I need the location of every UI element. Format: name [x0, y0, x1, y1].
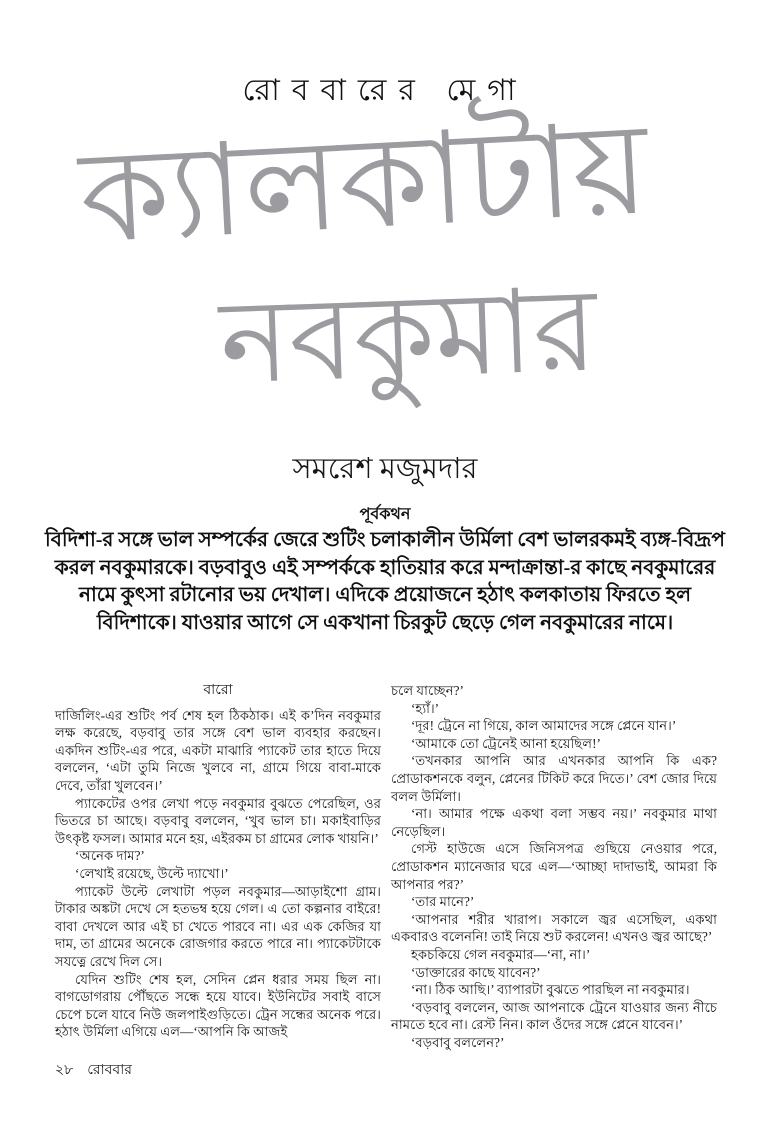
body-paragraph: চলে যাচ্ছেন?’ [391, 683, 464, 698]
body-paragraph: ‘বড়বাবু বললেন?’ [411, 1034, 505, 1050]
prologue-paragraph: বিদিশা-র সঙ্গে ভাল সম্পর্কের জেরে শুটিং চলাকালীন উর্মিলা বেশ ভালরকমই ব্যঙ্গ-বিদ্রূপ করল নবকুমারকে। বড়বাবুও এই সম্পর্ককে হাতিয়ার করে মন্দাক্রান্তা-র কাছে নবকুমারের নামে কুৎসা রটানোর ভয় দেখাল। এদিকে প্রয়োজনে হঠাৎ কলকাতায় ফিরতে হল বিদিশাকে। যাওয়ার আগে সে একখানা চিরকুট ছেড়ে গেল নবকুমারের নামে। [45, 529, 725, 634]
body-paragraph: প্যাকেটের ওপর লেখা পড়ে নবকুমার বুঝতে পেরেছিল, ওর ভিতরে চা আছে। বড়বাবু বললেন, ‘খুব ভাল চা। মকাইবাড়ির উৎকৃষ্ট ফসল। আমার মনে হয়, এইরকম চা গ্রামের লোক খায়নি।’ [55, 795, 381, 846]
body-paragraph: ‘না। ঠিক আছি।’ ব্যাপারটা বুঝতে পারছিল না নবকুমার। [411, 982, 690, 998]
prologue-heading: পূর্বকথন [359, 506, 411, 523]
body-paragraph: গেস্ট হাউজে এসে জিনিসপত্র গুছিয়ে নেওয়ার পরে, প্রোডাকশন ম্যানেজার ঘরে এল—‘আচ্ছা দাদাভাই, আমরা কি আপনার পর?’ [391, 841, 717, 892]
body-paragraph: ‘দূর! ট্রেনে না গিয়ে, কাল আমাদের সঙ্গে প্লেনে যান।’ [411, 718, 677, 734]
chapter-heading: বারো [203, 683, 233, 698]
body-paragraph: প্যাকেট উল্টে লেখাটা পড়ল নবকুমার—আড়াইশো গ্রাম। টাকার অঙ্কটা দেখে সে হতভম্ব হয়ে গেল। এ তো কল্পনার বাইরে! বাবা দেখলে আর এই চা খেতে পারবে না। এর এক কেজির যা দাম, তা গ্রামের অনেকে রোজগার করতে পারে না। প্যাকেটটাকে সযত্নে রেখে দিল সে। [55, 883, 381, 969]
right-column-paragraphs [391, 682, 717, 1051]
story-title-line-2: নবকুমার [217, 267, 599, 409]
story-body [55, 682, 717, 1051]
left-column-paragraphs [55, 707, 381, 1041]
body-paragraph: ‘ডাক্তারের কাছে যাবেন?’ [411, 964, 541, 980]
page-number: ২৮ [55, 1063, 74, 1078]
story-title-calligraphy [55, 98, 715, 447]
body-paragraph: হকচকিয়ে গেল নবকুমার—‘না, না।’ [411, 946, 591, 962]
body-paragraph: ‘আপনার শরীর খারাপ। সকালে জ্বর এসেছিল, একথা একবারও বলেননি! তাই নিয়ে শুট করলেন! এখনও জ্বর আছে?’ [391, 911, 717, 945]
body-paragraph: ‘হ্যাঁ।’ [411, 700, 440, 716]
magazine-name: রোববার [87, 1063, 132, 1078]
body-column-right [391, 682, 717, 1051]
body-column-left [55, 682, 381, 1051]
page-footer [55, 1058, 132, 1082]
body-paragraph: ‘লেখাই রয়েছে, উল্টে দ্যাখো।’ [75, 865, 229, 881]
body-paragraph: দার্জিলিং-এর শুটিং পর্ব শেষ হল ঠিকঠাক। এই ক’দিন নবকুমার লক্ষ করেছে, বড়বাবু তার সঙ্গে বেশ ভাল ব্যবহার করছেন। একদিন শুটিং-এর পরে, একটা মাঝারি প্যাকেট তার হাতে দিয়ে বললেন, ‘এটা তুমি নিজে খুলবে না, গ্রামে গিয়ে বাবা-মাকে দেবে, তাঁরা খুলবেন।’ [55, 707, 381, 793]
body-paragraph: ‘অনেক দাম?’ [75, 848, 145, 864]
body-paragraph: ‘বড়বাবু বললেন, আজ আপনাকে ট্রেনে যাওয়ার জন্য নীচে নামতে হবে না। রেস্ট নিন। কাল ওঁদের সঙ্গে প্লেনে যাবেন।’ [391, 999, 717, 1033]
magazine-section-masthead: রোববারের মেগা [242, 74, 528, 107]
body-paragraph: ‘তখনকার আপনি আর এখনকার আপনি কি এক? প্রোডাকশনকে বলুন, প্লেনের টিকিট করে দিতে।’ বেশ জোর দিয়ে বলল উর্মিলা। [391, 753, 717, 804]
body-paragraph: ‘তার মানে?’ [411, 894, 475, 910]
story-title-line-1: ক্যালকাটায় [76, 98, 652, 270]
body-paragraph: ‘না। আমার পক্ষে একথা বলা সম্ভব নয়।’ নবকুমার মাথা নেড়েছিল। [391, 806, 717, 839]
author-name: সমরেশ মজুমদার [292, 453, 478, 485]
body-paragraph: ‘আমাকে তো ট্রেনেই আনা হয়েছিল!’ [411, 735, 601, 751]
body-paragraph: যেদিন শুটিং শেষ হল, সেদিন প্লেন ধরার সময় ছিল না। বাগডোগরায় পৌঁছতে সন্ধে হয়ে যাবে। ইউনিটের সবাই বাসে চেপে চলে যাবে নিউ জলপাইগুড়িতে। ট্রেন সন্ধের অনেক পরে। হঠাৎ উর্মিলা এগিয়ে এল—‘আপনি কি আজই [55, 971, 381, 1040]
